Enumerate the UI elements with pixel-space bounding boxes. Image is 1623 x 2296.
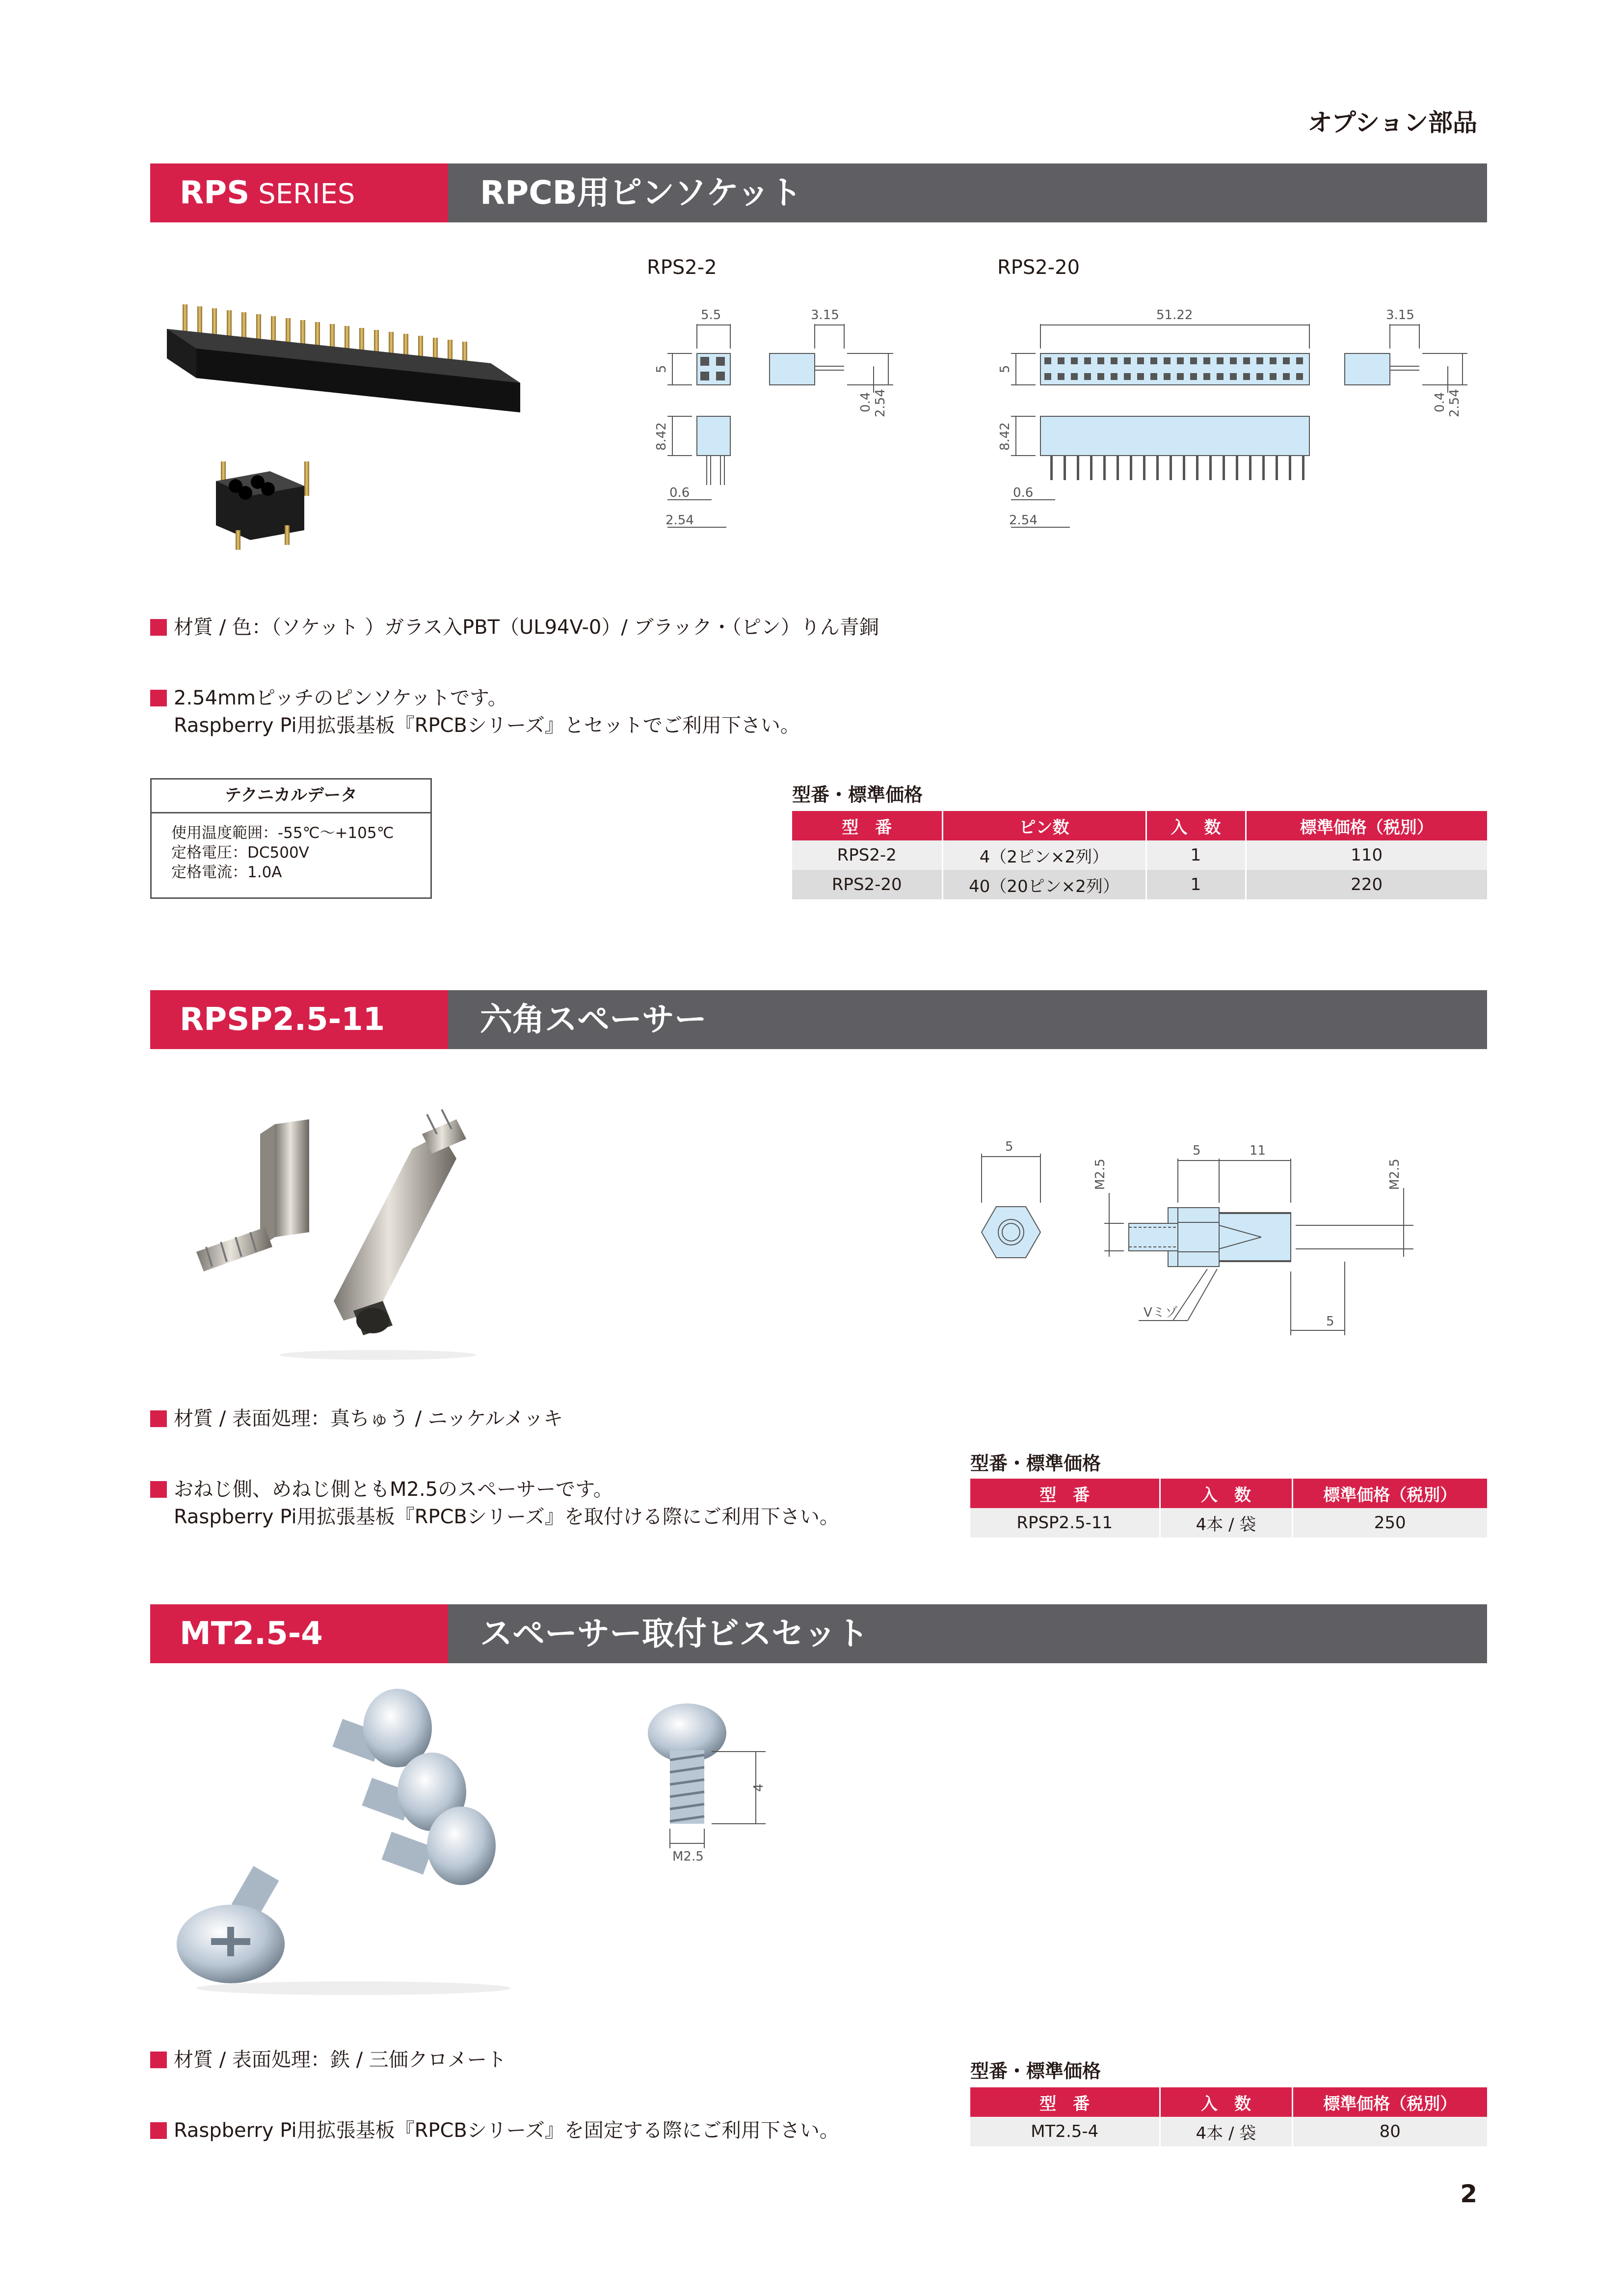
dim-text: 8.42: [998, 422, 1012, 451]
technical-data-title: テクニカルデータ: [152, 780, 430, 813]
description-bullet: 2.54mmピッチのピンソケットです。 Raspberry Pi用拡張基板『RPCBシリーズ』とセットでご利用下さい。: [150, 684, 800, 739]
price-table-mt: [970, 2087, 1487, 2146]
description-bullet: おねじ側、めねじ側ともM2.5のスペーサーです。 Raspberry Pi用拡張基板『RPCBシリーズ』を取付ける際にご利用下さい。: [150, 1476, 839, 1531]
price-table-title: 型番・標準価格: [792, 784, 923, 806]
hex-spacer-drawing-overlay: [962, 1129, 1487, 1345]
col-header: 入 数: [1160, 2087, 1292, 2117]
dim-text: 4: [751, 1783, 766, 1792]
screw-set-photo: [157, 1684, 550, 1998]
table-row: RPS2-2 4（2ピン×2列） 1 110: [792, 840, 1487, 870]
dim-text: 5: [654, 365, 669, 373]
price-table-rpsp: [970, 1479, 1487, 1538]
col-header: 標準価格（税別）: [1292, 2087, 1487, 2117]
dim-text: 5: [1326, 1314, 1334, 1329]
section-title: 六角スペーサー: [480, 1000, 707, 1038]
description-bullet: Raspberry Pi用拡張基板『RPCBシリーズ』を固定する際にご利用下さい。: [150, 2117, 839, 2144]
dim-text: 5: [1005, 1139, 1013, 1154]
dim-text: 11: [1250, 1143, 1266, 1158]
section-banner-rpsp: [150, 990, 1487, 1049]
dim-text: Vミゾ: [1144, 1305, 1178, 1320]
bullet-square-icon: [150, 1481, 167, 1498]
dim-text: 2.54: [1447, 389, 1462, 417]
table-row: MT2.5-4 4本 / 袋 80: [970, 2117, 1487, 2146]
tech-line: 定格電流：1.0A: [171, 864, 282, 881]
series-code: MT2.5-4: [180, 1616, 323, 1652]
col-header: 型 番: [970, 1479, 1160, 1508]
bullet-square-icon: [150, 619, 167, 636]
dim-text: 3.15: [1386, 308, 1414, 323]
dim-text: 0.6: [669, 486, 690, 500]
category-label: オプション部品: [1307, 108, 1477, 137]
screw-drawing: [633, 1694, 795, 1875]
material-bullet: 材質 / 表面処理：真ちゅう / ニッケルメッキ: [150, 1405, 563, 1432]
section-banner-rps: [150, 163, 1487, 222]
dim-text: 3.15: [811, 308, 839, 323]
dim-text: 0.4: [1433, 392, 1447, 412]
table-row: RPS2-20 40（20ピン×2列） 1 220: [792, 870, 1487, 899]
section-title: スペーサー取付ビスセット: [480, 1615, 869, 1652]
price-table-rps: [792, 811, 1487, 899]
col-header: ピン数: [942, 811, 1146, 840]
pin-socket-photo: [157, 290, 540, 555]
dim-text: 2.54: [665, 513, 694, 528]
dim-text: M2.5: [672, 1849, 704, 1864]
dim-text: 5: [1193, 1143, 1201, 1158]
dim-text: 2.54: [873, 389, 888, 417]
dim-text: 5: [998, 365, 1012, 373]
dim-text: 51.22: [1156, 308, 1193, 323]
material-bullet: 材質 / 表面処理：鉄 / 三価クロメート: [150, 2046, 506, 2074]
page-number: 2: [1460, 2180, 1477, 2208]
col-header: 標準価格（税別）: [1292, 1479, 1487, 1508]
drawing-label-rps2-20: RPS2-20: [997, 256, 1080, 279]
bullet-square-icon: [150, 1410, 167, 1427]
series-code: RPSP2.5-11: [180, 1001, 385, 1038]
dim-text: M2.5: [1093, 1159, 1108, 1190]
col-header: 型 番: [970, 2087, 1160, 2117]
technical-data-box: [150, 778, 432, 899]
dim-text: 5.5: [701, 308, 721, 323]
drawing-label-rps2-2: RPS2-2: [647, 256, 717, 279]
col-header: 標準価格（税別）: [1246, 811, 1487, 840]
col-header: 入 数: [1160, 1479, 1292, 1508]
series-code: RPS SERIES: [180, 175, 355, 211]
dim-text: M2.5: [1387, 1159, 1402, 1190]
price-table-title: 型番・標準価格: [970, 2060, 1101, 2082]
tech-line: 定格電圧：DC500V: [171, 844, 309, 862]
bullet-square-icon: [150, 690, 167, 706]
dim-text: 2.54: [1009, 513, 1038, 528]
rps2-2-drawing: [638, 295, 913, 540]
col-header: 型 番: [792, 811, 942, 840]
section-title: RPCB用ピンソケット: [480, 174, 802, 212]
material-bullet: 材質 / 色：（ソケット ）ガラス入PBT（UL94V-0）/ ブラック・（ピン）りん青銅: [150, 614, 879, 641]
bullet-square-icon: [150, 2122, 167, 2139]
bullet-square-icon: [150, 2052, 167, 2068]
dim-text: 0.4: [858, 392, 873, 412]
dim-text: 0.6: [1013, 486, 1034, 500]
section-banner-mt: [150, 1604, 1487, 1663]
hex-spacer-photo: [182, 1105, 564, 1360]
dim-text: 8.42: [654, 422, 669, 451]
table-row: RPSP2.5-11 4本 / 袋 250: [970, 1508, 1487, 1538]
tech-line: 使用温度範囲：-55℃〜+105℃: [171, 824, 394, 842]
rps2-20-drawing: [982, 295, 1487, 540]
price-table-title: 型番・標準価格: [970, 1453, 1101, 1474]
col-header: 入 数: [1146, 811, 1246, 840]
